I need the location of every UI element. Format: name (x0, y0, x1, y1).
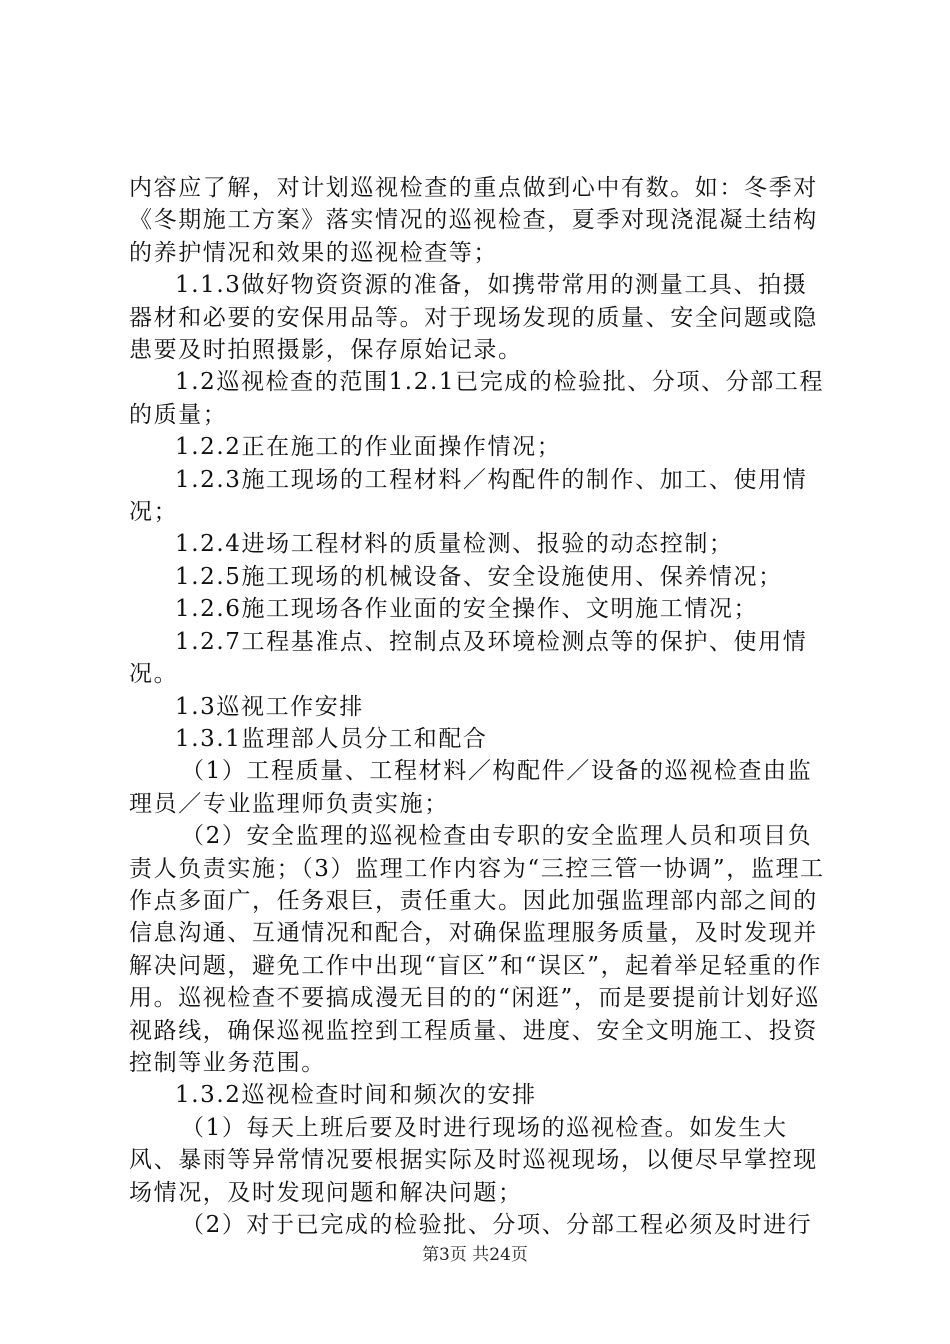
paragraph-continuation: 内容应了解，对计划巡视检查的重点做到心中有数。如：冬季对《冬期施工方案》落实情况的巡视检查，夏季对现浇混凝土结构的养护情况和效果的巡视检查等； (129, 175, 818, 266)
paragraph-1-2-3: 1.2.3施工现场的工程材料／构配件的制作、加工、使用情况； (129, 466, 808, 526)
heading-1-3-1: 1.3.1监理部人员分工和配合 (175, 725, 488, 752)
paragraph-schedule-1: （1）每天上班后要及时进行现场的巡视检查。如发生大风、暴雨等异常情况要根据实际及时巡视现场，以便尽早掌控现场情况，及时发现问题和解决问题； (129, 1114, 818, 1206)
paragraph-item-1: （1）工程质量、工程材料／构配件／设备的巡视检查由监理员／专业监理师负责实施； (129, 758, 813, 817)
paragraph-1-2-6: 1.2.6施工现场各作业面的安全操作、文明施工情况； (175, 596, 759, 623)
page-footer: 第3页 共24页 (422, 1245, 528, 1265)
paragraph-schedule-2: （2）对于已完成的检验批、分项、分部工程必须及时进行 (181, 1212, 813, 1238)
paragraph-1-1-3: 1.1.3做好物资资源的准备，如携带常用的测量工具、拍摄器材和必要的安保用品等。对于现场发现的质量、安全问题或隐患要及时拍照摄影，保存原始记录。 (129, 272, 818, 364)
heading-1-3-2: 1.3.2巡视检查时间和频次的安排 (175, 1082, 537, 1109)
paragraph-1-2-5: 1.2.5施工现场的机械设备、安全设施使用、保养情况； (175, 563, 783, 590)
paragraph-1-2-2: 1.2.2正在施工的作业面操作情况； (175, 434, 562, 461)
paragraph-1-2-7: 1.2.7工程基准点、控制点及环境检测点等的保护、使用情况。 (129, 628, 808, 688)
paragraph-item-2: （2）安全监理的巡视检查由专职的安全监理人员和项目负责人负责实施；（3）监理工作内容为“三控三管一协调”，监理工作点多面广，任务艰巨，责任重大。因此加强监理部内部之间的信息沟通、互通情况和配合，对确保监理服务质量，及时发现并解决问题，避免工作中出现“盲区”和“误区”，起着举足轻重的作用。巡视检查不要搞成漫无目的的“闲逛”，而是要提前计划好巡视路线，确保巡视监控到工程质量、进度、安全文明施工、投资控制等业务范围。 (129, 823, 825, 1076)
paragraph-1-2-4: 1.2.4进场工程材料的质量检测、报验的动态控制； (175, 531, 734, 558)
paragraph-1-2: 1.2巡视检查的范围1.2.1已完成的检验批、分项、分部工程的质量； (129, 369, 825, 428)
body-text (129, 172, 829, 1241)
heading-1-3: 1.3巡视工作安排 (175, 693, 364, 720)
